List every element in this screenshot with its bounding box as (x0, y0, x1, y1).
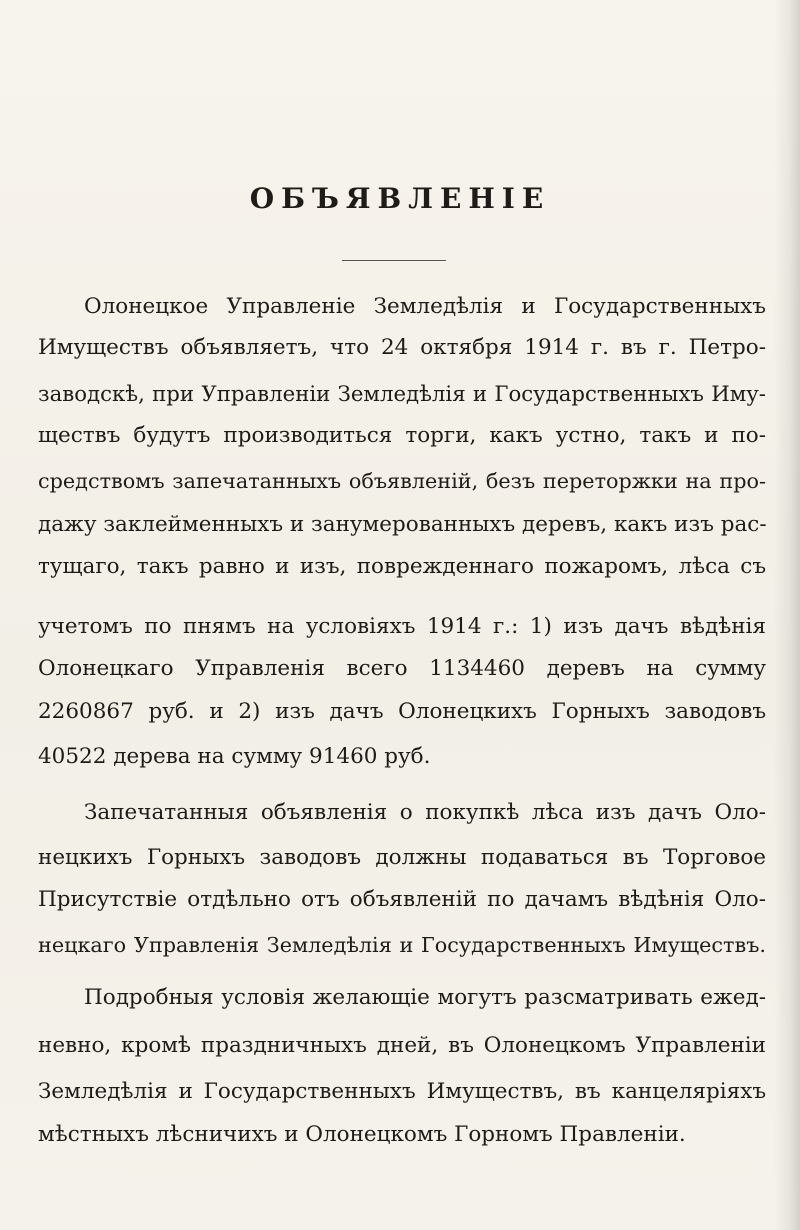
paragraph-2-line-3: Присутствіе отдѣльно отъ объявленій по дачамъ вѣдѣнія Оло- (38, 887, 766, 912)
paragraph-1-line-2: Имуществъ объявляетъ, что 24 октября 1914 г. въ г. Петро- (38, 335, 766, 360)
paragraph-1-line-7: тущаго, такъ равно и изъ, поврежденнаго пожаромъ, лѣса съ (38, 554, 766, 579)
paragraph-1-line-6: дажу заклейменныхъ и занумерованныхъ деревъ, какъ изъ рас- (38, 512, 767, 537)
paragraph-1-line-10: 2260867 руб. и 2) изъ дачъ Олонецкихъ Горныхъ заводовъ (38, 699, 766, 724)
paragraph-2-line-1: Запечатанныя объявленія о покупкѣ лѣса изъ дачъ Оло- (84, 800, 766, 825)
paragraph-1-line-9: Олонецкаго Управленія всего 1134460 деревъ на сумму (38, 656, 766, 681)
paragraph-2-line-2: нецкихъ Горныхъ заводовъ должны подаваться въ Торговое (38, 845, 766, 870)
paragraph-1-line-11: 40522 дерева на сумму 91460 руб. (38, 744, 431, 769)
paragraph-3-line-2: невно, кромѣ праздничныхъ дней, въ Олонецкомъ Управленіи (38, 1033, 766, 1058)
paragraph-1-line-3: заводскѣ, при Управленіи Земледѣлія и Государственныхъ Иму- (38, 382, 766, 407)
paragraph-3-line-3: Земледѣлія и Государственныхъ Имуществъ, въ канцеляріяхъ (38, 1079, 766, 1104)
page-title: ОБЪЯВЛЕНIЕ (249, 182, 551, 215)
title-divider (342, 260, 446, 261)
paragraph-1-line-4: ществъ будутъ производиться торги, какъ устно, такъ и по- (38, 423, 766, 448)
paragraph-1-line-8: учетомъ по пнямъ на условіяхъ 1914 г.: 1) изъ дачъ вѣдѣнія (38, 614, 766, 639)
paragraph-1-line-5: средствомъ запечатанныхъ объявленій, безъ переторжки на про- (38, 469, 766, 493)
paragraph-3-line-4: мѣстныхъ лѣсничихъ и Олонецкомъ Горномъ Правленіи. (38, 1122, 686, 1147)
paragraph-1-line-1: Олонецкое Управленіе Земледѣлія и Государственныхъ (84, 294, 766, 319)
paragraph-2-line-4: нецкаго Управленія Земледѣлія и Государственныхъ Имуществъ. (38, 933, 766, 957)
paragraph-3-line-1: Подробныя условія желающіе могутъ разсматривать ежед- (84, 985, 766, 1010)
